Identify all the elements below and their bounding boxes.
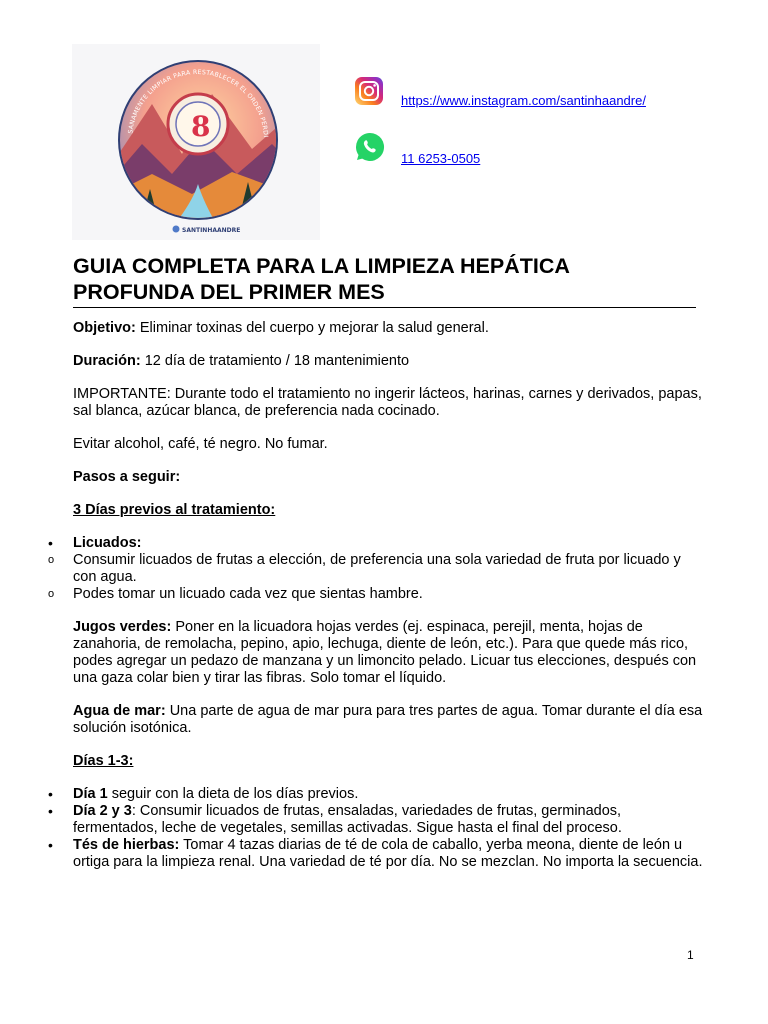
dias-heading: Días 1-3: — [73, 753, 134, 769]
whatsapp-link[interactable]: 11 6253-0505 — [401, 151, 481, 166]
objetivo-label: Objetivo: — [73, 320, 136, 336]
page-number: 1 — [687, 948, 694, 962]
duracion-paragraph — [73, 353, 703, 370]
dias-item-1: • Día 1 seguir con la dieta de los días previos. — [48, 786, 359, 802]
instagram-icon — [354, 76, 384, 106]
circle-bullet-icon: o — [48, 554, 55, 566]
logo-brand: SANTINHAANDRE — [182, 227, 241, 234]
dias-item-3: • Tés de hierbas: Tomar 4 tazas diarias de té de cola de caballo, yerba meona, diente de león u ortiga para la limpieza renal. Una variedad de té por día. No se mezclan. No importa la secuencia. — [48, 837, 703, 870]
circle-bullet-icon: o — [48, 588, 55, 600]
licuados-subitem-1: o Consumir licuados de frutas a elección, de preferencia una sola variedad de fruta por licuado y con agua. — [48, 552, 681, 585]
bullet-icon: • — [48, 786, 53, 802]
jugos-text: Poner en la licuadora hojas verdes (ej. espinaca, perejil, menta, hojas de zanahoria, de remolacha, pepino, apio, lechuga, diente de león, etc.). Para que quede más rico, podes agregar un pedazo de manzana y un limoncito pelado. Licuar tus elecciones, después con una gaza colar bien y tirar las fibras. Solo tomar el líquido. — [73, 619, 697, 686]
agua-paragraph — [73, 703, 703, 737]
whatsapp-contact — [354, 131, 481, 166]
bullet-icon: • — [48, 837, 53, 853]
dias-item-2: • Día 2 y 3: Consumir licuados de frutas, ensaladas, variedades de frutas, germinados, fermentados, leche de vegetales, semillas activadas. Sigue hasta el final del proceso. — [48, 803, 622, 836]
document-body — [48, 320, 703, 871]
logo-ring-text: SANAMENTE LIMPIAR PARA RESTABLECER EL ORDEN PERDI — [127, 68, 269, 138]
evitar-paragraph: Evitar alcohol, café, té negro. No fumar. — [73, 436, 328, 452]
document-title — [73, 253, 696, 308]
jugos-paragraph — [73, 619, 703, 687]
jugos-label: Jugos verdes: — [73, 619, 172, 635]
licuados-label: Licuados: — [73, 535, 142, 551]
title-line-2: PROFUNDA DEL PRIMER MES — [73, 280, 385, 304]
instagram-contact — [354, 76, 646, 108]
duracion-text: 12 día de tratamiento / 18 mantenimiento — [140, 353, 410, 369]
licuados-item — [48, 535, 703, 552]
objetivo-paragraph — [73, 320, 703, 337]
whatsapp-icon — [354, 131, 386, 163]
svg-text:8: 8 — [191, 110, 211, 143]
title-line-1: GUIA COMPLETA PARA LA LIMPIEZA HEPÁTICA — [73, 254, 570, 278]
agua-label: Agua de mar: — [73, 703, 166, 719]
objetivo-text: Eliminar toxinas del cuerpo y mejorar la salud general. — [135, 320, 489, 336]
pasos-heading: Pasos a seguir: — [73, 469, 181, 485]
logo — [72, 44, 320, 240]
duracion-label: Duración: — [73, 353, 141, 369]
importante-paragraph: IMPORTANTE: Durante todo el tratamiento no ingerir lácteos, harinas, carnes y derivados, papas, sal blanca, azúcar blanca, de preferencia nada cocinado. — [73, 386, 702, 419]
bullet-icon: • — [48, 803, 53, 819]
logo-graphic — [72, 44, 320, 240]
instagram-link[interactable]: https://www.instagram.com/santinhaandre/ — [401, 93, 646, 108]
agua-text: Una parte de agua de mar pura para tres partes de agua. Tomar durante el día esa solución isotónica. — [73, 703, 703, 736]
previos-heading: 3 Días previos al tratamiento: — [73, 502, 276, 518]
licuados-subitem-2: o Podes tomar un licuado cada vez que sientas hambre. — [48, 586, 423, 602]
bullet-icon: • — [48, 535, 53, 551]
